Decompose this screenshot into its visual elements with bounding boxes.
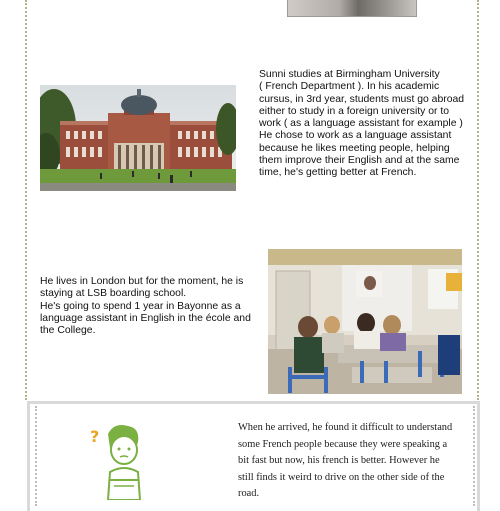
intro-paragraph: Sunni studies at Birmingham University ( French Department ). In his academic cursus, in 3rd year, students must go abroad either to study in a foreign university or to work ( as a language assistant for example ) He chose to work as a language assistant because he likes meeting people, helping them improve their English and at the same time, he's getting better at French. [259, 69, 465, 179]
classroom-photo [268, 249, 462, 394]
top-photo [287, 0, 417, 17]
residence-paragraph: He lives in London but for the moment, he is staying at LSB boarding school. He's going to spend 1 year in Bayonne as a language assistant in English in the école and the College. [40, 276, 251, 337]
svg-text:?: ? [90, 427, 100, 446]
experience-paragraph: When he arrived, he found it difficult to understand some French people because they were speaking a bit fast but now, his french is better. However he still finds it weird to drive on the other side of the road. [238, 422, 453, 499]
university-photo [40, 85, 236, 191]
thinking-boy-icon [84, 420, 154, 500]
